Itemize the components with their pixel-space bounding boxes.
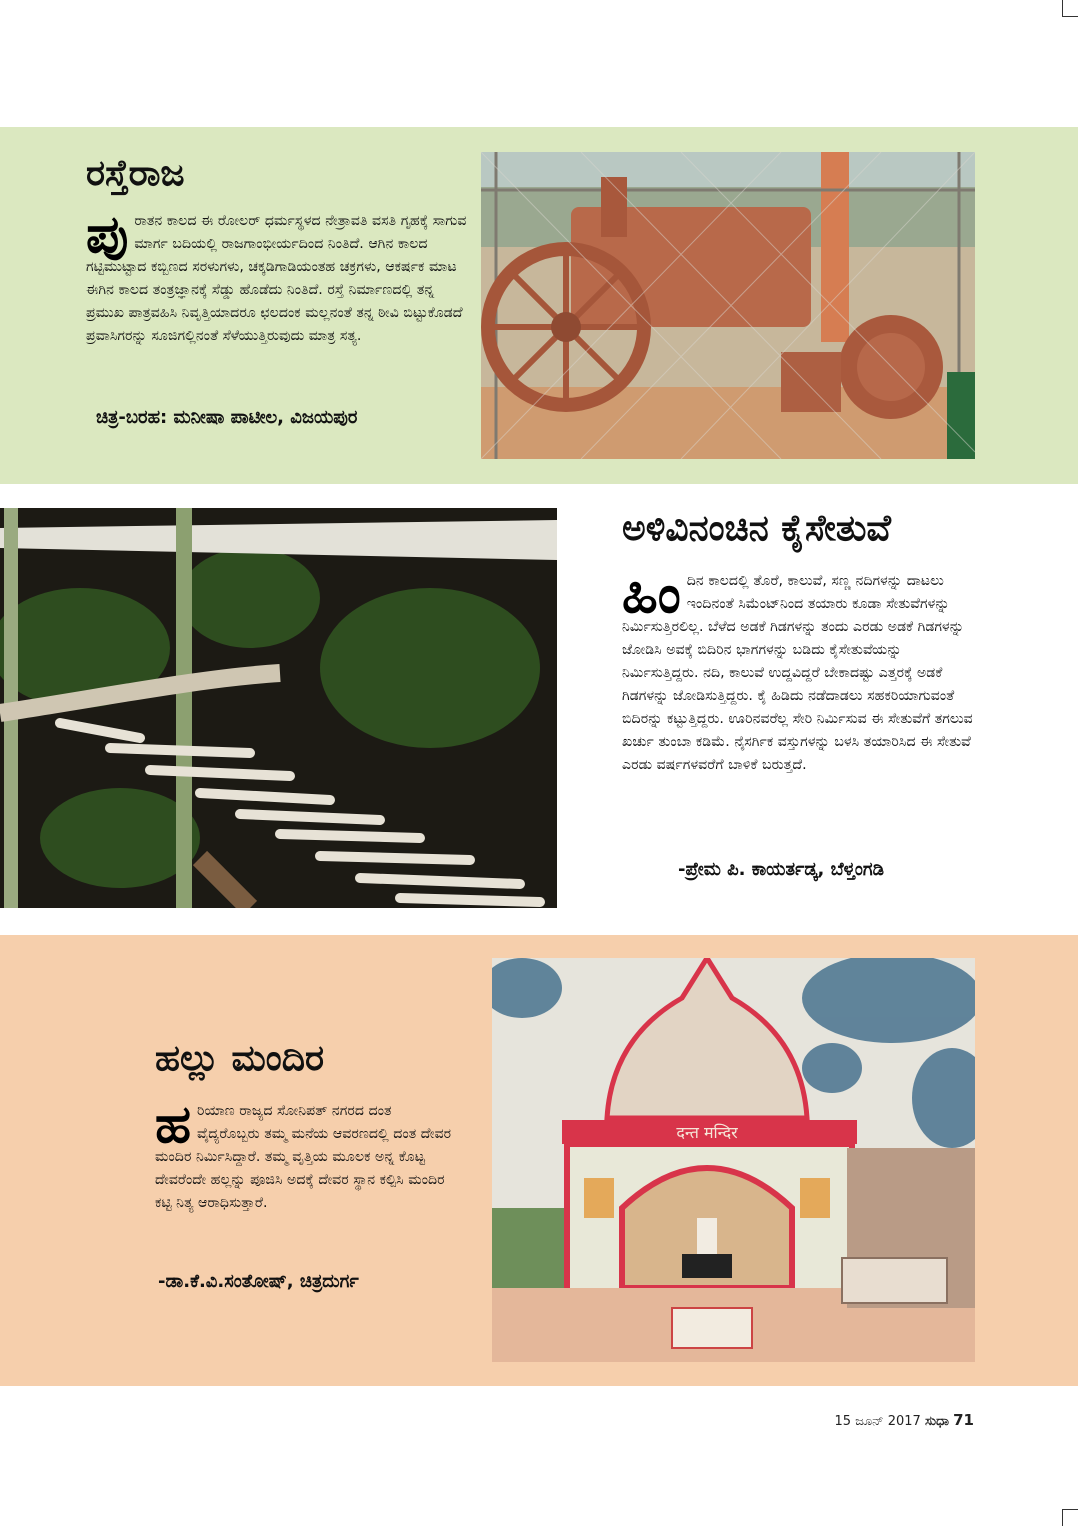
road-roller-photo bbox=[481, 152, 975, 459]
crop-mark-bottom-right bbox=[1062, 1509, 1078, 1526]
tooth-temple-photo bbox=[492, 958, 975, 1362]
drop-cap: ಪು bbox=[86, 204, 129, 265]
article-body bbox=[86, 204, 470, 348]
drop-cap: ಹ bbox=[155, 1094, 192, 1155]
issue-date: 15 ಜೂನ್ 2017 bbox=[834, 1414, 921, 1429]
page-footer bbox=[834, 1411, 974, 1429]
article-title: ಅಳಿವಿನಂಚಿನ ಕೈಸೇತುವೆ bbox=[622, 508, 891, 549]
page-number: 71 bbox=[953, 1411, 974, 1429]
temple-sign-text: दन्त मन्दिर bbox=[676, 1123, 738, 1142]
article-body bbox=[155, 1094, 455, 1215]
article-byline: -ಡಾ.ಕೆ.ವಿ.ಸಂತೋಷ್, ಚಿತ್ರದುರ್ಗ bbox=[158, 1271, 359, 1292]
article-paragraph: ದಿನ ಕಾಲದಲ್ಲಿ ತೊರೆ, ಕಾಲುವೆ, ಸಣ್ಣ ನದಿಗಳನ್ನು ದಾಟಲು ಇಂದಿನಂತೆ ಸಿಮೆಂಟ್‌ನಿಂದ ತಯಾರು ಕೂಡಾ ಸೇತುವೆಗಳನ್ನು ನಿರ್ಮಿಸುತ್ತಿರಲಿಲ್ಲ. ಬೆಳೆದ ಅಡಕೆ ಗಿಡಗಳನ್ನು ತಂದು ಎರಡು ಅಡಕೆ ಗಿಡಗಳನ್ನು ಜೋಡಿಸಿ ಅವಕ್ಕೆ ಬಿದಿರಿನ ಭಾಗಗಳನ್ನು ಬಡಿದು ಕೈಸೇತುವೆಯನ್ನು ನಿರ್ಮಿಸುತ್ತಿದ್ದರು. ನದಿ, ಕಾಲುವೆ ಉದ್ದವಿದ್ದರೆ ಬೇಕಾದಷ್ಟು ಎತ್ತರಕ್ಕೆ ಅಡಕೆ ಗಿಡಗಳನ್ನು ಜೋಡಿಸುತ್ತಿದ್ದರು. ಕೈ ಹಿಡಿದು ನಡೆದಾಡಲು ಸಹಕರಿಯಾಗುವಂತೆ ಬಿದಿರನ್ನು ಕಟ್ಟುತ್ತಿದ್ದರು. ಊರಿನವರೆಲ್ಲ ಸೇರಿ ನಿರ್ಮಿಸುವ ಈ ಸೇತುವೆಗೆ ತಗಲುವ ಖರ್ಚು ತುಂಬಾ ಕಡಿಮೆ. ನೈಸರ್ಗಿಕ ವಸ್ತುಗಳನ್ನು ಬಳಸಿ ತಯಾರಿಸಿದ ಈ ಸೇತುವೆ ಎರಡು ವರ್ಷಗಳವರೆಗೆ ಬಾಳಿಕೆ ಬರುತ್ತದೆ. bbox=[622, 573, 973, 773]
article-title: ಹಲ್ಲು ಮಂದಿರ bbox=[155, 1038, 325, 1079]
magazine-name: ಸುಧಾ bbox=[924, 1414, 949, 1429]
crop-mark-top-right bbox=[1062, 0, 1078, 17]
article-paragraph: ರಾತನ ಕಾಲದ ಈ ರೋಲರ್ ಧರ್ಮಸ್ಥಳದ ನೇತ್ರಾವತಿ ವಸತಿ ಗೃಹಕ್ಕೆ ಸಾಗುವ ಮಾರ್ಗ ಬದಿಯಲ್ಲಿ ರಾಜಗಾಂಭೀರ್ಯದಿಂದ ನಿಂತಿದೆ. ಆಗಿನ ಕಾಲದ ಗಟ್ಟಿಮುಟ್ಟಾದ ಕಬ್ಬಿಣದ ಸರಳುಗಳು, ಚಕ್ಕಡಿಗಾಡಿಯಂತಹ ಚಕ್ರಗಳು, ಆಕರ್ಷಕ ಮಾಟ ಈಗಿನ ಕಾಲದ ತಂತ್ರಜ್ಞಾನಕ್ಕೆ ಸೆಡ್ಡು ಹೊಡೆದು ನಿಂತಿದೆ. ರಸ್ತೆ ನಿರ್ಮಾಣದಲ್ಲಿ ತನ್ನ ಪ್ರಮುಖ ಪಾತ್ರವಹಿಸಿ ನಿವೃತ್ತಿಯಾದರೂ ಛಲದಂಕ ಮಲ್ಲನಂತೆ ತನ್ನ ಠೀವಿ ಬಿಟ್ಟುಕೊಡದೆ ಪ್ರವಾಸಿಗರನ್ನು ಸೂಜಿಗಲ್ಲಿನಂತೆ ಸೆಳೆಯುತ್ತಿರುವುದು ಮಾತ್ರ ಸತ್ಯ. bbox=[86, 213, 467, 344]
article-byline: ಚಿತ್ರ-ಬರಹ: ಮನೀಷಾ ಪಾಟೀಲ, ವಿಜಯಪುರ bbox=[96, 407, 358, 428]
article-title: ರಸ್ತೆರಾಜ bbox=[86, 153, 185, 194]
article-byline: -ಪ್ರೇಮ ಪಿ. ಕಾಯರ್ತಡ್ಕ, ಬೆಳ್ತಂಗಡಿ bbox=[678, 859, 884, 880]
drop-cap: ಹಿಂ bbox=[622, 564, 681, 625]
article-body bbox=[622, 564, 982, 777]
article-paragraph: ರಿಯಾಣ ರಾಜ್ಯದ ಸೋನಿಪತ್ ನಗರದ ದಂತ ವೈದ್ಯರೊಬ್ಬರು ತಮ್ಮ ಮನೆಯ ಆವರಣದಲ್ಲಿ ದಂತ ದೇವರ ಮಂದಿರ ನಿರ್ಮಿಸಿದ್ದಾರೆ. ತಮ್ಮ ವೃತ್ತಿಯ ಮೂಲಕ ಅನ್ನ ಕೊಟ್ಟ ದೇವರೆಂದೇ ಹಲ್ಲನ್ನು ಪೂಜಿಸಿ ಅದಕ್ಕೆ ದೇವರ ಸ್ಥಾನ ಕಲ್ಪಿಸಿ ಮಂದಿರ ಕಟ್ಟಿ ನಿತ್ಯ ಆರಾಧಿಸುತ್ತಾರೆ. bbox=[155, 1103, 452, 1211]
bamboo-bridge-photo bbox=[0, 508, 557, 908]
